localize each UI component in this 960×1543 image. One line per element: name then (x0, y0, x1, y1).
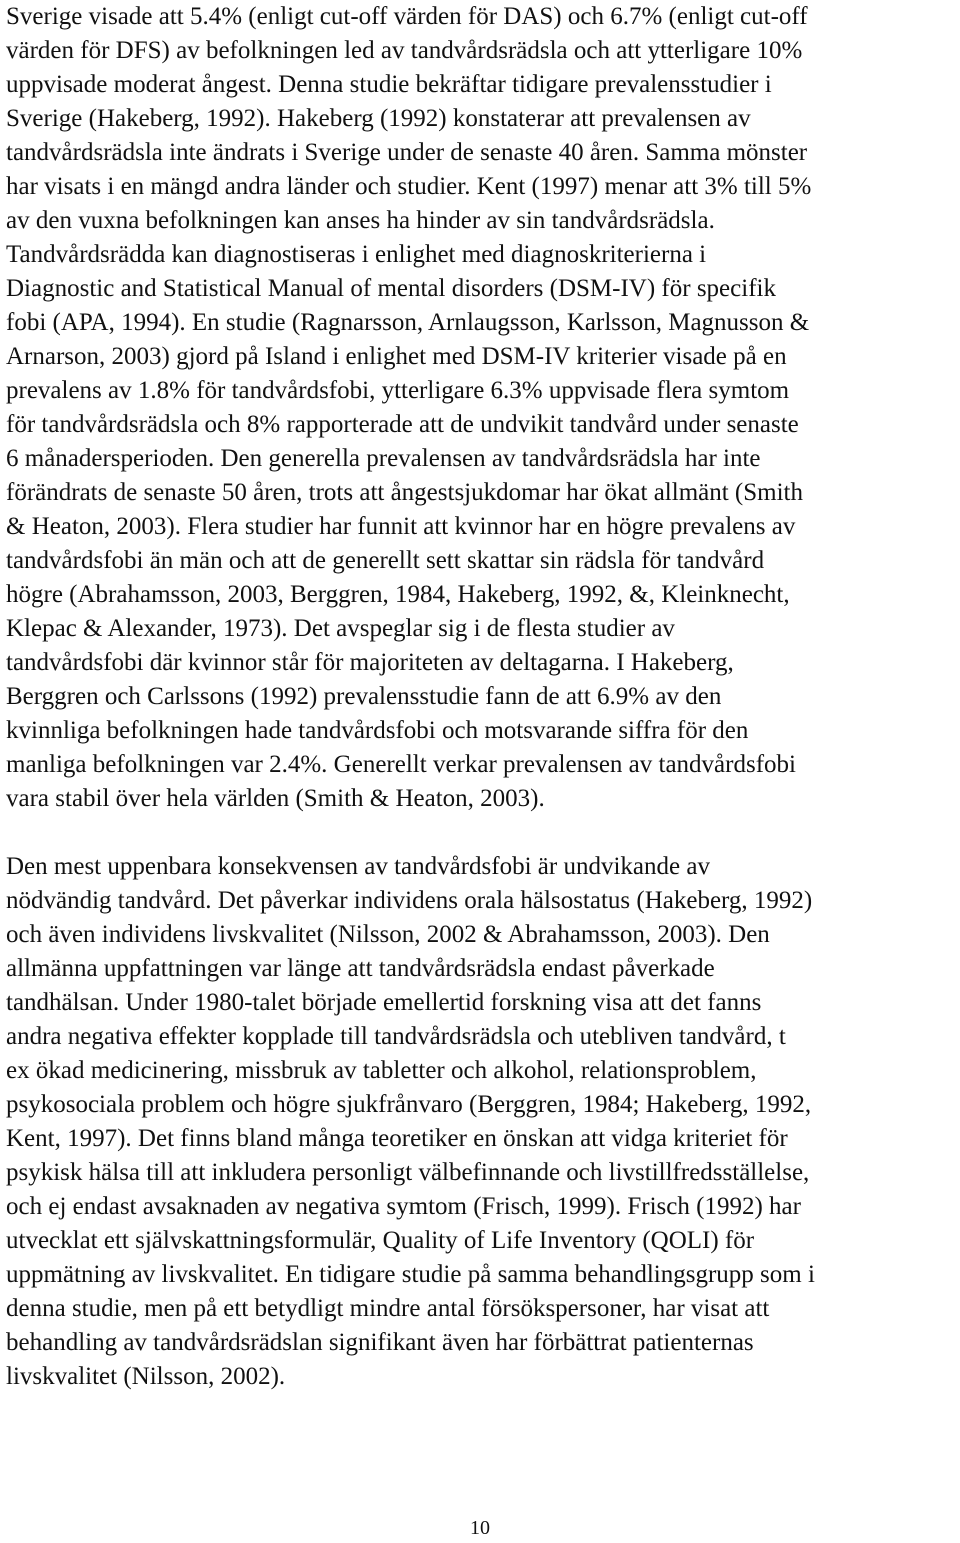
text-line: vara stabil över hela världen (Smith & Heaton, 2003). (6, 785, 545, 812)
text-line: & Heaton, 2003). Flera studier har funnit att kvinnor har en högre prevalens av (6, 513, 796, 540)
text-line: Tandvårdsrädda kan diagnostiseras i enlighet med diagnoskriterierna i (6, 241, 707, 268)
text-line: kvinnliga befolkningen hade tandvårdsfobi och motsvarande siffra för den (6, 717, 749, 744)
text-line: behandling av tandvårdsrädslan signifikant även har förbättrat patienternas (6, 1329, 754, 1356)
text-line: prevalens av 1.8% för tandvårdsfobi, ytterligare 6.3% uppvisade flera symtom (6, 377, 790, 404)
text-line: Sverige (Hakeberg, 1992). Hakeberg (1992) konstaterar att prevalensen av (6, 105, 751, 132)
text-line: Arnarson, 2003) gjord på Island i enlighet med DSM-IV kriterier visade på en (6, 343, 787, 370)
paragraph-prevalence (6, 0, 958, 816)
text-line: förändrats de senaste 50 åren, trots att ångestsjukdomar har ökat allmänt (Smith (6, 479, 803, 506)
text-line: manliga befolkningen var 2.4%. Generellt verkar prevalensen av tandvårdsfobi (6, 751, 796, 778)
text-line: tandvårdsfobi där kvinnor står för majoriteten av deltagarna. I Hakeberg, (6, 649, 734, 676)
page-number: 10 (470, 1517, 490, 1539)
text-line: uppmätning av livskvalitet. En tidigare studie på samma behandlingsgrupp som i (6, 1261, 815, 1288)
text-line: har visats i en mängd andra länder och studier. Kent (1997) menar att 3% till 5% (6, 173, 812, 200)
text-line: av den vuxna befolkningen kan anses ha hinder av sin tandvårdsrädsla. (6, 207, 715, 234)
text-line: och även individens livskvalitet (Nilsson, 2002 & Abrahamsson, 2003). Den (6, 921, 770, 948)
text-line: Diagnostic and Statistical Manual of mental disorders (DSM-IV) för specifik (6, 275, 776, 302)
text-line: fobi (APA, 1994). En studie (Ragnarsson, Arnlaugsson, Karlsson, Magnusson & (6, 309, 810, 336)
text-line: Klepac & Alexander, 1973). Det avspeglar sig i de flesta studier av (6, 615, 675, 642)
paragraph-consequences (6, 850, 958, 1394)
text-line: Kent, 1997). Det finns bland många teoretiker en önskan att vidga kriteriet för (6, 1125, 788, 1152)
text-line: ex ökad medicinering, missbruk av tabletter och alkohol, relationsproblem, (6, 1057, 757, 1084)
text-line: 6 månadersperioden. Den generella prevalensen av tandvårdsrädsla har inte (6, 445, 761, 472)
text-line: uppvisade moderat ångest. Denna studie bekräftar tidigare prevalensstudier i (6, 71, 772, 98)
text-line: Berggren och Carlssons (1992) prevalensstudie fann de att 6.9% av den (6, 683, 722, 710)
text-line: och ej endast avsaknaden av negativa symtom (Frisch, 1999). Frisch (1992) har (6, 1193, 801, 1220)
text-line: utvecklat ett självskattningsformulär, Quality of Life Inventory (QOLI) för (6, 1227, 755, 1254)
text-line: högre (Abrahamsson, 2003, Berggren, 1984, Hakeberg, 1992, &, Kleinknecht, (6, 581, 790, 608)
text-line: tandvårdsrädsla inte ändrats i Sverige under de senaste 40 åren. Samma mönster (6, 139, 808, 166)
text-line: allmänna uppfattningen var länge att tandvårdsrädsla endast påverkade (6, 955, 715, 982)
text-line: värden för DFS) av befolkningen led av tandvårdsrädsla och att ytterligare 10% (6, 37, 803, 64)
document-page (6, 0, 958, 1394)
text-line: Sverige visade att 5.4% (enligt cut-off värden för DAS) och 6.7% (enligt cut-off (6, 3, 808, 30)
text-line: livskvalitet (Nilsson, 2002). (6, 1363, 286, 1390)
text-line: psykisk hälsa till att inkludera personligt välbefinnande och livstillfredsställelse, (6, 1159, 810, 1186)
text-line: tandhälsan. Under 1980-talet började emellertid forskning visa att det fanns (6, 989, 762, 1016)
text-line: för tandvårdsrädsla och 8% rapporterade att de undvikit tandvård under senaste (6, 411, 799, 438)
text-line: nödvändig tandvård. Det påverkar individens orala hälsostatus (Hakeberg, 1992) (6, 887, 813, 914)
text-line: denna studie, men på ett betydligt mindre antal försökspersoner, har visat att (6, 1295, 770, 1322)
text-line: andra negativa effekter kopplade till tandvårdsrädsla och utebliven tandvård, t (6, 1023, 786, 1050)
text-line: Den mest uppenbara konsekvensen av tandvårdsfobi är undvikande av (6, 853, 710, 880)
text-line: psykosociala problem och högre sjukfrånvaro (Berggren, 1984; Hakeberg, 1992, (6, 1091, 812, 1118)
text-line: tandvårdsfobi än män och att de generellt sett skattar sin rädsla för tandvård (6, 547, 765, 574)
